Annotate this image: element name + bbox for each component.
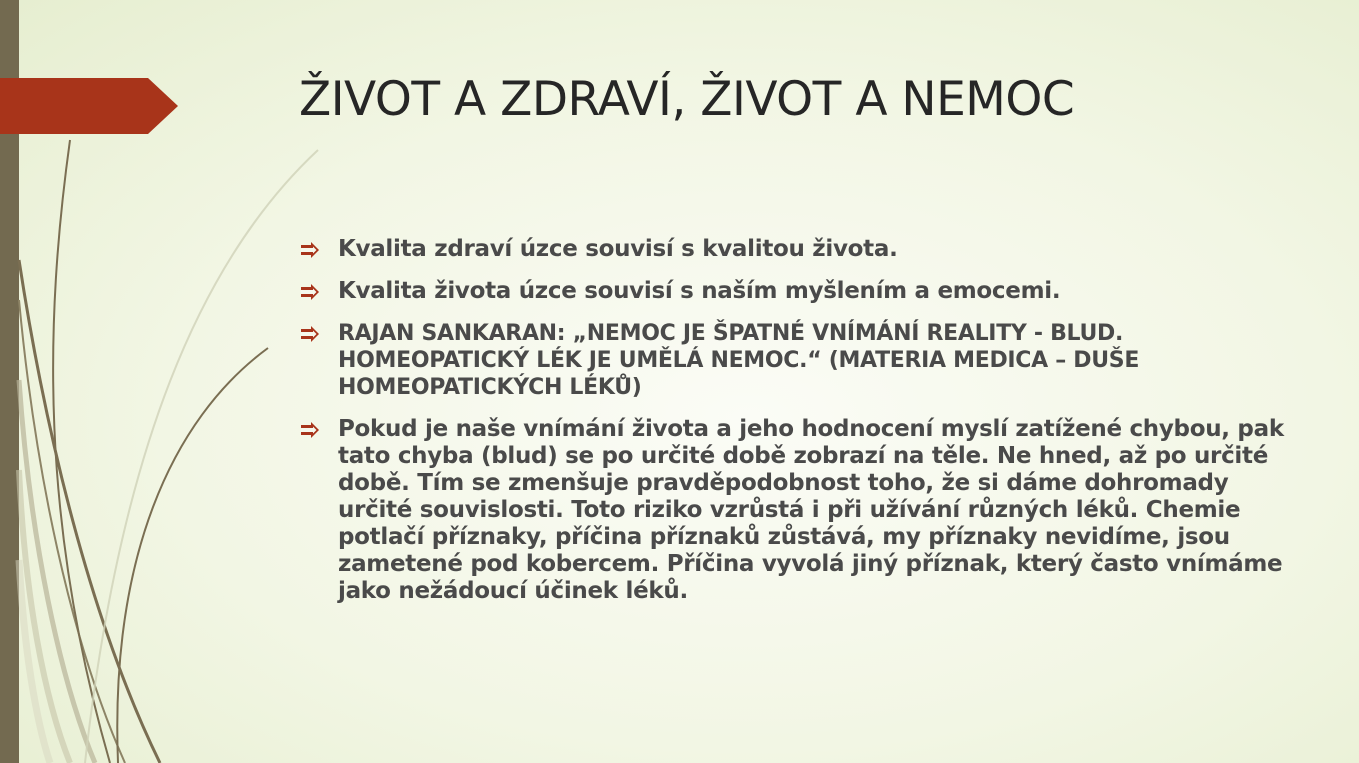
bullet-item bbox=[300, 416, 1290, 605]
arrow-bullet-icon bbox=[300, 422, 320, 438]
arrow-bullet-icon bbox=[300, 284, 320, 300]
title-ribbon-arrow bbox=[0, 78, 178, 134]
bullet-text: Kvalita zdraví úzce souvisí s kvalitou života. bbox=[338, 236, 898, 262]
bullet-list bbox=[300, 236, 1290, 620]
bullet-text: Pokud je naše vnímání života a jeho hodnocení myslí zatížené chybou, pak tato chyba (blud) se po určité době zobrazí na těle. Ne hned, až po určité době. Tím se zmenšuje pravděpodobnost toho, že si dáme dohromady určité souvislosti. Toto riziko vzrůstá i při užívání různých léků. Chemie potlačí příznaky, příčina příznaků zůstává, my příznaky nevidíme, jsou zametené pod kobercem. Příčina vyvolá jiný příznak, který často vnímáme jako nežádoucí účinek léků. bbox=[338, 416, 1284, 604]
slide-title: ŽIVOT A ZDRAVÍ, ŽIVOT A NEMOC bbox=[299, 72, 1075, 127]
bullet-item bbox=[300, 278, 1290, 305]
bullet-item bbox=[300, 320, 1290, 401]
bullet-text: Kvalita života úzce souvisí s naším myšlením a emocemi. bbox=[338, 278, 1061, 304]
arrow-bullet-icon bbox=[300, 242, 320, 258]
arrow-bullet-icon bbox=[300, 326, 320, 342]
bullet-text: RAJAN SANKARAN: „NEMOC JE ŠPATNÉ VNÍMÁNÍ REALITY - BLUD. HOMEOPATICKÝ LÉK JE UMĚLÁ NEMOC.“ (MATERIA MEDICA – DUŠE HOMEOPATICKÝCH LÉKŮ) bbox=[338, 321, 1140, 400]
bullet-item bbox=[300, 236, 1290, 263]
